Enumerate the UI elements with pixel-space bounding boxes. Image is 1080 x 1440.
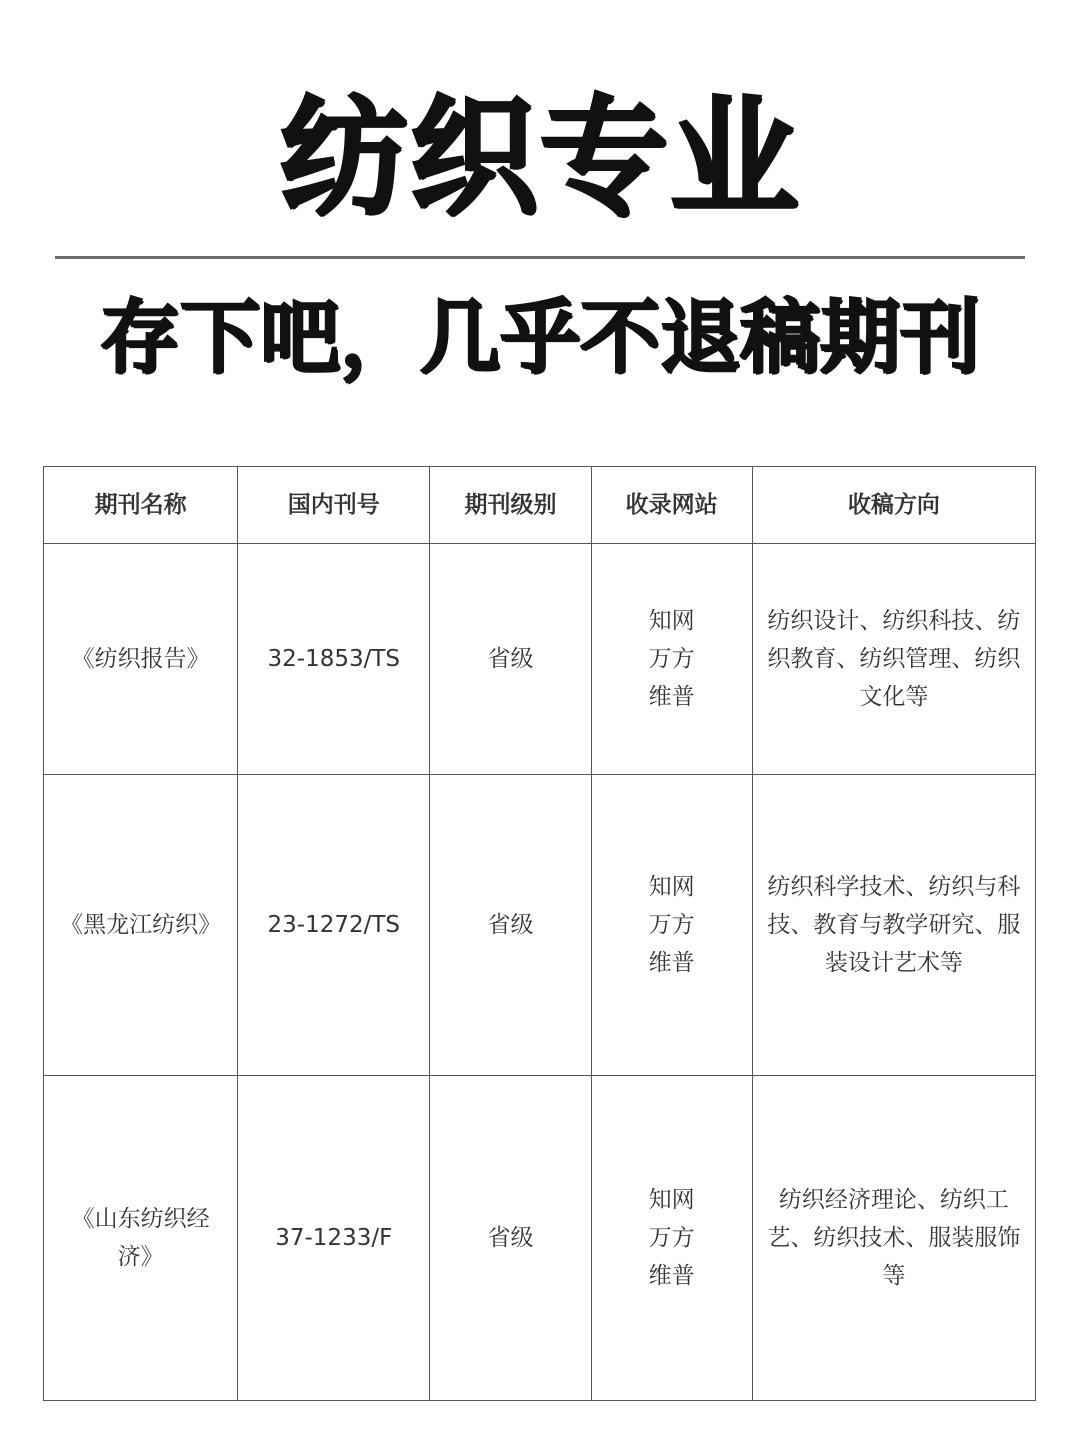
journal-issn: 32-1853/TS <box>238 544 430 775</box>
index-site: 知网 <box>648 608 695 634</box>
index-site: 万方 <box>648 912 695 938</box>
index-site: 万方 <box>648 1225 695 1251</box>
header-topics: 收稿方向 <box>752 467 1035 544</box>
journal-name: 《黑龙江纺织》 <box>44 775 238 1076</box>
index-site: 知网 <box>648 1187 695 1213</box>
journal-level: 省级 <box>430 775 591 1076</box>
header-level: 期刊级别 <box>430 467 591 544</box>
journal-index-sites <box>591 1076 752 1401</box>
table-row <box>44 544 1036 775</box>
journal-level: 省级 <box>430 1076 591 1401</box>
index-site: 维普 <box>648 1263 695 1289</box>
journal-index-sites <box>591 544 752 775</box>
journal-name: 《山东纺织经济》 <box>44 1076 238 1401</box>
table-header-row <box>44 467 1036 544</box>
journal-issn: 23-1272/TS <box>238 775 430 1076</box>
index-site: 万方 <box>648 646 695 672</box>
journal-issn: 37-1233/F <box>238 1076 430 1401</box>
index-site: 维普 <box>648 684 695 710</box>
index-site: 知网 <box>648 874 695 900</box>
journal-level: 省级 <box>430 544 591 775</box>
table-row <box>44 775 1036 1076</box>
header-journal-name: 期刊名称 <box>44 467 238 544</box>
index-site: 维普 <box>648 950 695 976</box>
journal-name: 《纺织报告》 <box>44 544 238 775</box>
page-subtitle: 存下吧，几乎不退稿期刊 <box>100 290 980 384</box>
header-index-sites: 收录网站 <box>591 467 752 544</box>
title-divider <box>55 256 1025 259</box>
journal-topics: 纺织经济理论、纺织工艺、纺织技术、服装服饰等 <box>752 1076 1035 1401</box>
table-row <box>44 1076 1036 1401</box>
header-issn: 国内刊号 <box>238 467 430 544</box>
journal-table <box>43 466 1036 1401</box>
journal-index-sites <box>591 775 752 1076</box>
page-title: 纺织专业 <box>279 83 800 233</box>
journal-topics: 纺织科学技术、纺织与科技、教育与教学研究、服装设计艺术等 <box>752 775 1035 1076</box>
journal-topics: 纺织设计、纺织科技、纺织教育、纺织管理、纺织文化等 <box>752 544 1035 775</box>
